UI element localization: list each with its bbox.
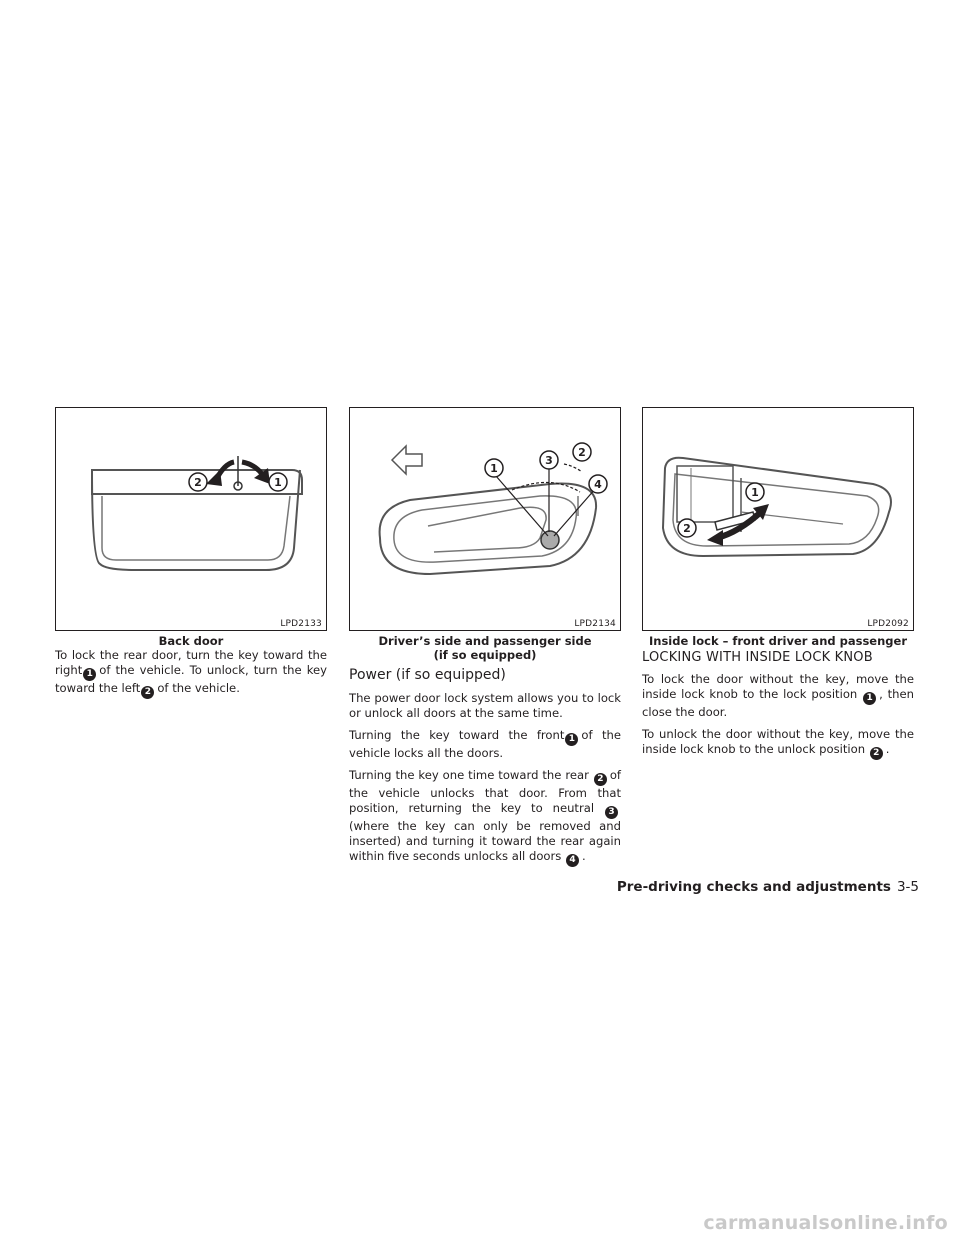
column-power-lock <box>349 407 621 874</box>
figure-back-door <box>55 407 327 631</box>
marker-2-icon: 2 <box>870 747 883 760</box>
svg-text:4: 4 <box>594 478 602 491</box>
callout-1 <box>485 459 503 477</box>
callout-1 <box>269 473 287 491</box>
figure-code: LPD2133 <box>280 619 322 629</box>
marker-3-icon: 3 <box>605 806 618 819</box>
lock-paragraph: Turning the key toward the front 1 of the vehicle locks all the doors. <box>349 728 621 760</box>
svg-text:1: 1 <box>751 486 759 499</box>
page-number: 3-5 <box>896 879 919 895</box>
column-back-door <box>55 407 327 706</box>
footer-section-title: Pre-driving checks and adjustments <box>616 879 891 895</box>
page-footer <box>617 879 919 895</box>
marker-2-icon: 2 <box>141 686 154 699</box>
marker-1-icon: 1 <box>565 733 578 746</box>
callout-2 <box>189 473 207 491</box>
unlock-paragraph: Turning the key one time toward the rear 2 of the vehicle unlocks that door. From that position, returning the key to neutral 3(where the key can only be removed and inserted) and turning it toward the rear again within five seconds unlocks all doors 4 . <box>349 768 622 865</box>
figure-driver-side <box>349 407 621 631</box>
figure-caption: Driver’s side and passenger side (if so equipped) <box>378 634 592 662</box>
marker-1-icon: 1 <box>83 668 96 681</box>
figure-caption: Inside lock – front driver and passenger <box>649 634 907 648</box>
column-inside-lock <box>642 407 914 767</box>
section-heading: Power (if so equipped) <box>349 667 506 683</box>
svg-text:1: 1 <box>274 476 282 489</box>
inside-lock-illustration <box>643 408 913 630</box>
watermark: carmanualsonline.info <box>703 1212 948 1234</box>
lock-knob-paragraph: To lock the door without the key, move the inside lock knob to the lock position 1 , then close the door. <box>642 672 915 719</box>
marker-4-icon: 4 <box>566 854 579 867</box>
svg-text:1: 1 <box>490 462 498 475</box>
figure-code: LPD2092 <box>867 619 909 629</box>
svg-text:2: 2 <box>578 446 586 459</box>
marker-1-icon: 1 <box>863 692 876 705</box>
callout-4 <box>589 475 607 493</box>
callout-2 <box>678 519 696 537</box>
callout-3 <box>540 451 558 469</box>
back-door-illustration <box>56 408 326 630</box>
unlock-knob-paragraph: To unlock the door without the key, move the inside lock knob to the unlock position 2 . <box>642 727 914 758</box>
svg-text:2: 2 <box>683 522 691 535</box>
svg-text:3: 3 <box>545 454 553 467</box>
callout-2 <box>573 443 591 461</box>
figure-code: LPD2134 <box>574 619 616 629</box>
power-lock-intro: The power door lock system allows you to lock or unlock all doors at the same time. <box>349 691 621 720</box>
figure-caption: Back door <box>158 634 224 648</box>
subsection-heading: LOCKING WITH INSIDE LOCK KNOB <box>642 650 873 665</box>
driver-side-illustration <box>350 408 620 630</box>
back-door-paragraph: To lock the rear door, turn the key toward the right 1 of the vehicle. To unlock, turn the key toward the left 2 of the vehicle. <box>55 648 327 697</box>
callout-1 <box>746 483 764 501</box>
svg-text:2: 2 <box>194 476 202 489</box>
marker-2-icon: 2 <box>594 773 607 786</box>
figure-inside-lock <box>642 407 914 631</box>
